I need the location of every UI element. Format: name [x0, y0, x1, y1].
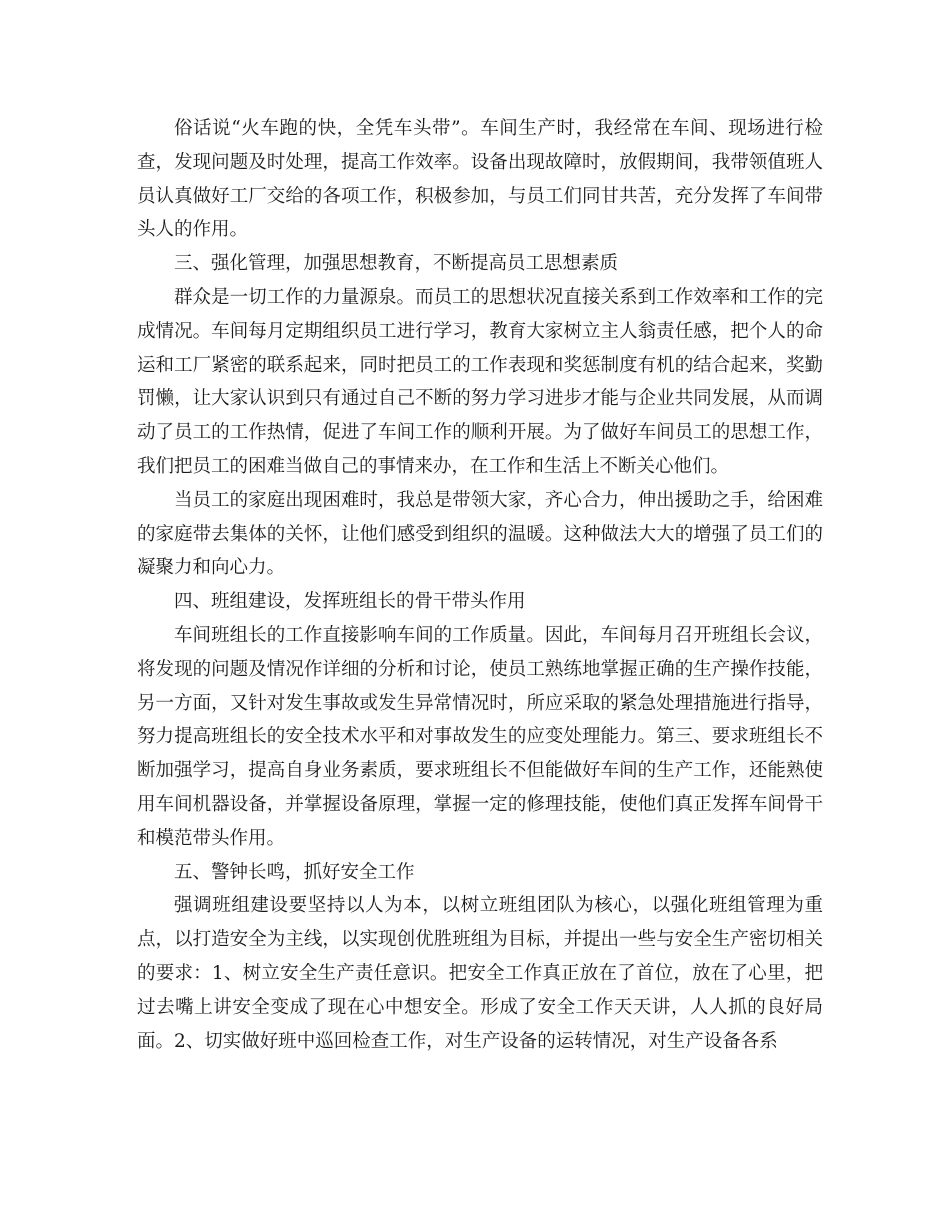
paragraph-safety: 强调班组建设要坚持以人为本，以树立班组团队为核心，以强化班组管理为重点，以打造安全为主线，以实现创优胜班组为目标，并提出一些与安全生产密切相关的要求：1、树立安全生产责任意识。把安全工作真正放在了首位，放在了心里，把过去嘴上讲安全变成了现在心中想安全。形成了安全工作天天讲，人人抓的良好局面。2、切实做好班中巡回检查工作，对生产设备的运转情况，对生产设备各系: [137, 895, 823, 1052]
paragraph-family-care: 当员工的家庭出现困难时，我总是带领大家，齐心合力，伸出援助之手，给困难的家庭带去集体的关怀，让他们感受到组织的温暖。这种做法大大的增强了员工们的凝聚力和向心力。: [137, 489, 823, 579]
section-heading-4: 四、班组建设，发挥班组长的骨干带头作用: [174, 591, 526, 613]
paragraph-team-leaders: 车间班组长的工作直接影响车间的工作质量。因此，车间每月召开班组长会议，将发现的问题及情况作详细的分析和讨论，使员工熟练地掌握正确的生产操作技能，另一方面，又针对发生事故或发生异常情况时，所应采取的紧急处理措施进行指导，努力提高班组长的安全技术水平和对事故发生的应变处理能力。第三、要求班组长不断加强学习，提高自身业务素质，要求班组长不但能做好车间的生产工作，还能熟使用车间机器设备，并掌握设备原理，掌握一定的修理技能，使他们真正发挥车间骨干和模范带头作用。: [137, 624, 823, 849]
section-heading-5: 五、警钟长鸣，抓好安全工作: [174, 861, 415, 883]
paragraph-leadership: 俗话说“火车跑的快，全凭车头带”。车间生产时，我经常在车间、现场进行检查，发现问题及时处理，提高工作效率。设备出现故障时，放假期间，我带领值班人员认真做好工厂交给的各项工作，积极参加，与员工们同甘共苦，充分发挥了车间带头人的作用。: [137, 118, 823, 241]
document-body: [137, 112, 823, 1058]
section-heading-3: 三、强化管理，加强思想教育，不断提高员工思想素质: [174, 253, 619, 275]
paragraph-thought-education: 群众是一切工作的力量源泉。而员工的思想状况直接关系到工作效率和工作的完成情况。车间每月定期组织员工进行学习，教育大家树立主人翁责任感，把个人的命运和工厂紧密的联系起来，同时把员工的工作表现和奖惩制度有机的结合起来，奖勤罚懒，让大家认识到只有通过自己不断的努力学习进步才能与企业共同发展，从而调动了员工的工作热情，促进了车间工作的顺利开展。为了做好车间员工的思想工作，我们把员工的困难当做自己的事情来办，在工作和生活上不断关心他们。: [137, 286, 823, 477]
